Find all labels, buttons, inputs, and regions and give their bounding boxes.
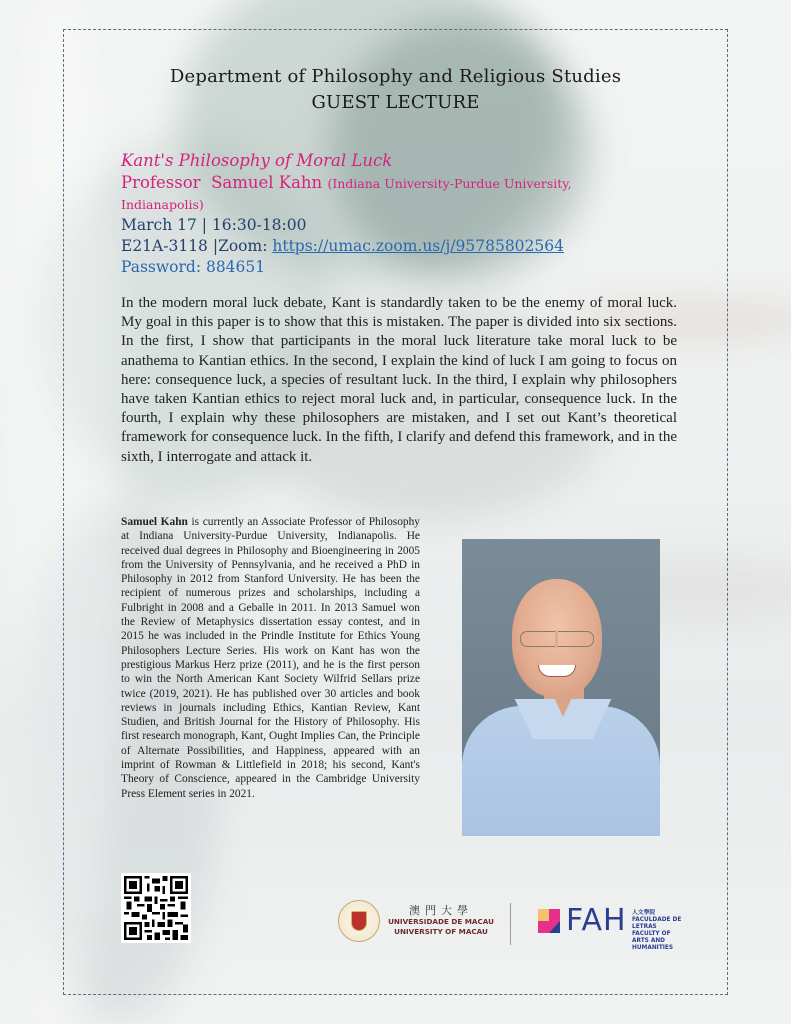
speaker-name: Samuel Kahn: [211, 173, 323, 192]
university-of-macau-wordmark: [386, 904, 496, 937]
fah-english-name-1: FACULTY OF: [632, 931, 671, 937]
speaker-affiliation: (Indiana University-Purdue University,: [327, 176, 572, 191]
speaker-line: [121, 172, 681, 195]
speaker-photo: [462, 539, 660, 836]
zoom-link[interactable]: https://umac.zoom.us/j/95785802564: [272, 237, 564, 255]
lecture-info: [121, 150, 681, 278]
fah-subtitle: [632, 910, 708, 952]
speaker-prefix: Professor: [121, 173, 201, 192]
fah-portuguese-name: FACULDADE DE LETRAS: [632, 917, 682, 930]
lecture-title: Kant's Philosophy of Moral Luck: [121, 151, 393, 170]
fah-english-name-2: ARTS AND HUMANITIES: [632, 938, 674, 951]
department-title: Department of Philosophy and Religious Studies: [169, 66, 622, 87]
abstract-text: In the modern moral luck debate, Kant is standardly taken to be the enemy of moral luck. My goal in this paper is to show that this is mistaken. The paper is divided into six sections. In the first, I show that participants in the moral luck literature take moral luck to be anathema to Kantian ethics. In the second, I explain the kind of luck I am going to focus on here: consequence luck, a species of resultant luck. In the third, I explain why philosophers have taken Kantian ethics to reject moral luck and, in particular, consequence luck. In the fourth, I explain why these philosophers are mistaken, and I set out Kant’s theoretical framework for consequence luck. In the fifth, I clarify and defend this framework, and in the sixth, I interrogate and attack it.: [121, 295, 677, 465]
university-of-macau-seal-icon: [338, 900, 380, 942]
fah-wordmark: FAH: [566, 903, 627, 938]
um-portuguese-name: UNIVERSIDADE DE MACAU: [388, 917, 494, 926]
fah-chinese-name: 人文學院: [632, 910, 656, 916]
logo-divider: [510, 903, 511, 945]
poster-header: [63, 64, 728, 116]
fah-logo-icon: [538, 909, 560, 933]
speaker-affiliation-cont: Indianapolis): [121, 197, 204, 212]
bio-text: is currently an Associate Professor of Philosophy at Indiana University-Purdue University, Indianapolis. He received dual degrees in Philosophy and Bioengineering in 2005 from the University of Pennsylvania, and he received a PhD in Philosophy in 2012 from Stanford University. He has been the recipient of numerous prizes and scholarships, including a Fulbright in 2008 and a Geballe in 2011. In 2013 Samuel won the Review of Metaphysics dissertation essay contest, and in 2015 he was included in the Prindle Institute for Ethics Young Philosophers Lecture Series. His work on Kant has won the prestigious Markus Herz prize (2011), and he is the first person to win the North American Kant Society Wilfrid Sellars prize twice (2019, 2021). He has published over 30 articles and book reviews in journals including Ethics, Kantian Review, Kant Studien, and British Journal for the History of Philosophy. His first research monograph, Kant, Ought Implies Can, the Principle of Alternate Possibilities, and Happiness, appeared with an imprint of Rowman & Littlefield in 2018; his second, Kant's Theory of Conscience, appeared in the Cambridge University Press Element series in 2021.: [121, 516, 420, 800]
um-chinese-name: 澳門大學: [409, 904, 473, 917]
speaker-bio: [121, 515, 420, 801]
institution-logos: [338, 898, 708, 951]
zoom-password: Password: 884651: [121, 258, 266, 276]
date-time: March 17 | 16:30-18:00: [121, 216, 307, 234]
event-type: GUEST LECTURE: [311, 92, 480, 113]
qr-code[interactable]: [121, 873, 191, 943]
qr-code-icon: [124, 876, 188, 940]
venue-line: [121, 236, 681, 257]
bio-name: Samuel Kahn: [121, 516, 188, 528]
um-english-name: UNIVERSITY OF MACAU: [394, 927, 488, 936]
venue-room: E21A-3118 |Zoom:: [121, 237, 273, 255]
